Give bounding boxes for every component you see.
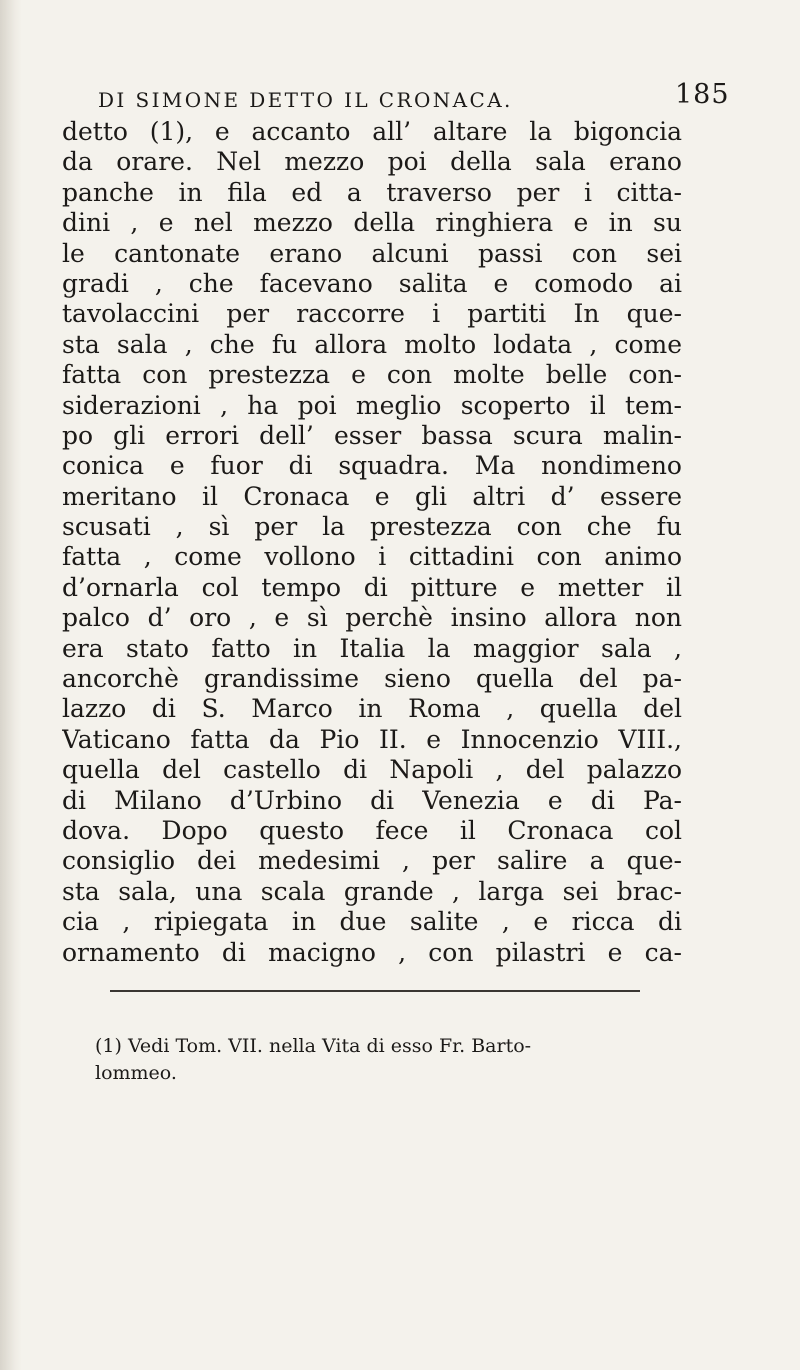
text-line: siderazioni , ha poi meglio scoperto il tem- bbox=[62, 390, 682, 420]
text-line: dini , e nel mezzo della ringhiera e in su bbox=[62, 208, 682, 238]
text-line: fatta con prestezza e con molte belle con- bbox=[62, 360, 682, 390]
footnote-separator bbox=[110, 990, 640, 992]
text-line: d’ornarla col tempo di pitture e metter il bbox=[62, 572, 682, 602]
text-line: sta sala, una scala grande , larga sei brac- bbox=[62, 876, 682, 906]
footnote-line: lommeo. bbox=[95, 1062, 177, 1084]
text-line: di Milano d’Urbino di Venezia e di Pa- bbox=[62, 785, 682, 815]
text-line: era stato fatto in Italia la maggior sala , bbox=[62, 633, 682, 663]
footnote-line: (1) Vedi Tom. VII. nella Vita di esso Fr. Barto- bbox=[95, 1035, 532, 1057]
text-line: sta sala , che fu allora molto lodata , come bbox=[62, 329, 682, 359]
text-line: le cantonate erano alcuni passi con sei bbox=[62, 238, 682, 268]
text-line: consiglio dei medesimi , per salire a que- bbox=[62, 846, 682, 876]
text-line: cia , ripiegata in due salite , e ricca di bbox=[62, 907, 682, 937]
text-line: Vaticano fatta da Pio II. e Innocenzio VIII., bbox=[62, 724, 682, 754]
text-line: ancorchè grandissime sieno quella del pa- bbox=[62, 664, 682, 694]
page-number: 185 bbox=[675, 79, 730, 110]
text-line: meritano il Cronaca e gli altri d’ essere bbox=[62, 481, 682, 511]
text-line: tavolaccini per raccorre i partiti In que- bbox=[62, 299, 682, 329]
text-line: lazzo di S. Marco in Roma , quella del bbox=[62, 694, 682, 724]
text-line: da orare. Nel mezzo poi della sala erano bbox=[62, 147, 682, 177]
text-line: panche in fila ed a traverso per i citta- bbox=[62, 177, 682, 207]
running-head-title: DI SIMONE DETTO IL CRONACA. bbox=[98, 88, 513, 112]
text-line: conica e fuor di squadra. Ma nondimeno bbox=[62, 451, 682, 481]
text-line: ornamento di macigno , con pilastri e ca- bbox=[62, 937, 682, 967]
text-line: palco d’ oro , e sì perchè insino allora non bbox=[62, 603, 682, 633]
text-line: quella del castello di Napoli , del palazzo bbox=[62, 755, 682, 785]
text-line: gradi , che facevano salita e comodo ai bbox=[62, 268, 682, 298]
main-text bbox=[62, 117, 682, 968]
page-gutter-shadow bbox=[0, 0, 22, 1370]
running-head bbox=[0, 78, 800, 118]
text-line: fatta , come vollono i cittadini con animo bbox=[62, 542, 682, 572]
text-line: po gli errori dell’ esser bassa scura malin- bbox=[62, 420, 682, 450]
text-line: detto (1), e accanto all’ altare la bigoncia bbox=[62, 117, 682, 146]
text-line: scusati , sì per la prestezza con che fu bbox=[62, 512, 682, 542]
text-line: dova. Dopo questo fece il Cronaca col bbox=[62, 815, 682, 845]
footnote bbox=[95, 1033, 655, 1087]
